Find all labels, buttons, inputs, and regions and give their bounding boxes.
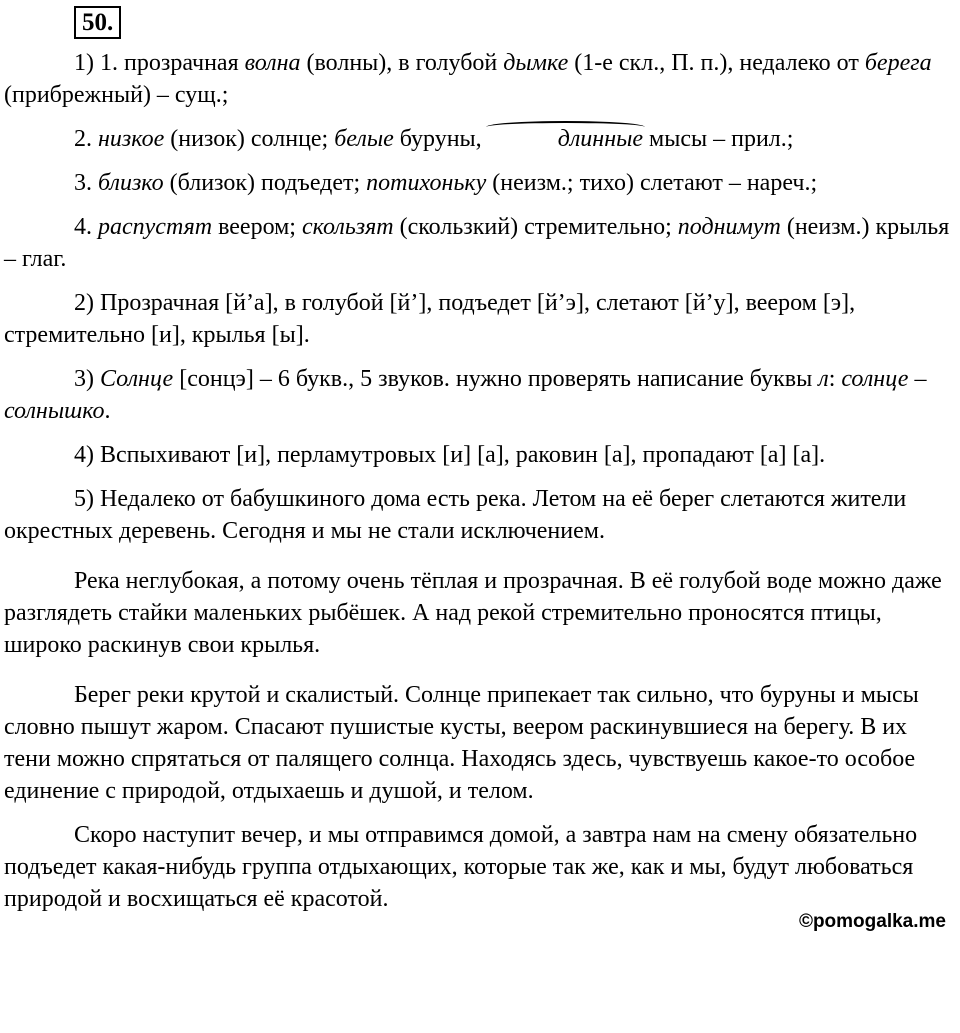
document-page bbox=[4, 6, 956, 915]
word-belye: белые bbox=[334, 126, 394, 152]
essay-paragraph-2: Река неглубокая, а потому очень тёплая и прозрачная. В её голубой воде можно даже разглядеть стайки маленьких рыбёшек. А над рекой стремительно проносятся птицы, широко раскинув свои крылья. bbox=[4, 568, 942, 658]
answer-part-1-nouns: 1) 1. прозрачная волна (волны), в голубой дымке (1-е скл., П. п.), недалеко от берега (прибрежный) – сущ.; bbox=[4, 50, 932, 108]
answer-part-1-adjectives: 2. низкое (низок) солнце; белые буруны, длинные мысы – прил.; bbox=[4, 123, 956, 155]
word-podnimut: поднимут bbox=[677, 214, 781, 240]
answer-part-1-adverbs: 3. близко (близок) подъедет; потихоньку (неизм.; тихо) слетают – нареч.; bbox=[74, 170, 818, 196]
site-watermark: ©pomogalka.me bbox=[798, 911, 946, 932]
check-word-solnyshko: солнце – солнышко bbox=[4, 366, 927, 424]
answer-part-4-vowels: 4) Вспыхивают [и], перламутровых [и] [а], раковин [а], пропадают [а] [а]. bbox=[74, 442, 826, 468]
word-blizko: близко bbox=[98, 170, 164, 196]
word-volna: волна bbox=[244, 50, 301, 76]
word-dymke: дымке bbox=[503, 50, 569, 76]
answer-part-1-verbs: 4. распустят веером; скользят (скользкий) стремительно; поднимут (неизм.) крылья – глаг. bbox=[4, 214, 950, 272]
essay-paragraph-3: Берег реки крутой и скалистый. Солнце припекает так сильно, что буруны и мысы словно пышут жаром. Спасают пушистые кусты, веером раскинувшиеся на берегу. В их тени можно спрятаться от палящего солнца. Находясь здесь, чувствуешь какое-то особое единение с природой, отдыхаешь и душой, и телом. bbox=[4, 682, 919, 804]
word-raspustyat: распустят bbox=[98, 214, 213, 240]
exercise-number: 50. bbox=[74, 6, 121, 39]
word-potikhonku: потихоньку bbox=[366, 170, 487, 196]
answer-part-3-letters-sounds: 3) Солнце [сонцэ] – 6 букв., 5 звуков. нужно проверять написание буквы л: солнце – солнышко. bbox=[4, 366, 927, 424]
essay-paragraph-4: Скоро наступит вечер, и мы отправимся домой, а завтра нам на смену обязательно подъедет какая-нибудь группа отдыхающих, которые так же, как и мы, будут любоваться природой и восхищаться её красотой. bbox=[4, 822, 918, 912]
answer-part-2-phonetics: 2) Прозрачная [й’а], в голубой [й’], подъедет [й’э], слетают [й’у], веером [э], стремительно [и], крылья [ы]. bbox=[4, 290, 856, 348]
word-solntse: Солнце bbox=[100, 366, 174, 392]
exercise-header bbox=[4, 6, 956, 39]
word-berega: берега bbox=[864, 50, 932, 76]
essay-paragraph-1: 5) Недалеко от бабушкиного дома есть река. Летом на её берег слетаются жители окрестных деревень. Сегодня и мы не стали исключением. bbox=[4, 486, 907, 544]
letter-l: л bbox=[818, 366, 829, 392]
word-skolzyat: скользят bbox=[301, 214, 394, 240]
word-dlinnye: длинные bbox=[488, 123, 643, 155]
word-nizkoe: низкое bbox=[98, 126, 165, 152]
